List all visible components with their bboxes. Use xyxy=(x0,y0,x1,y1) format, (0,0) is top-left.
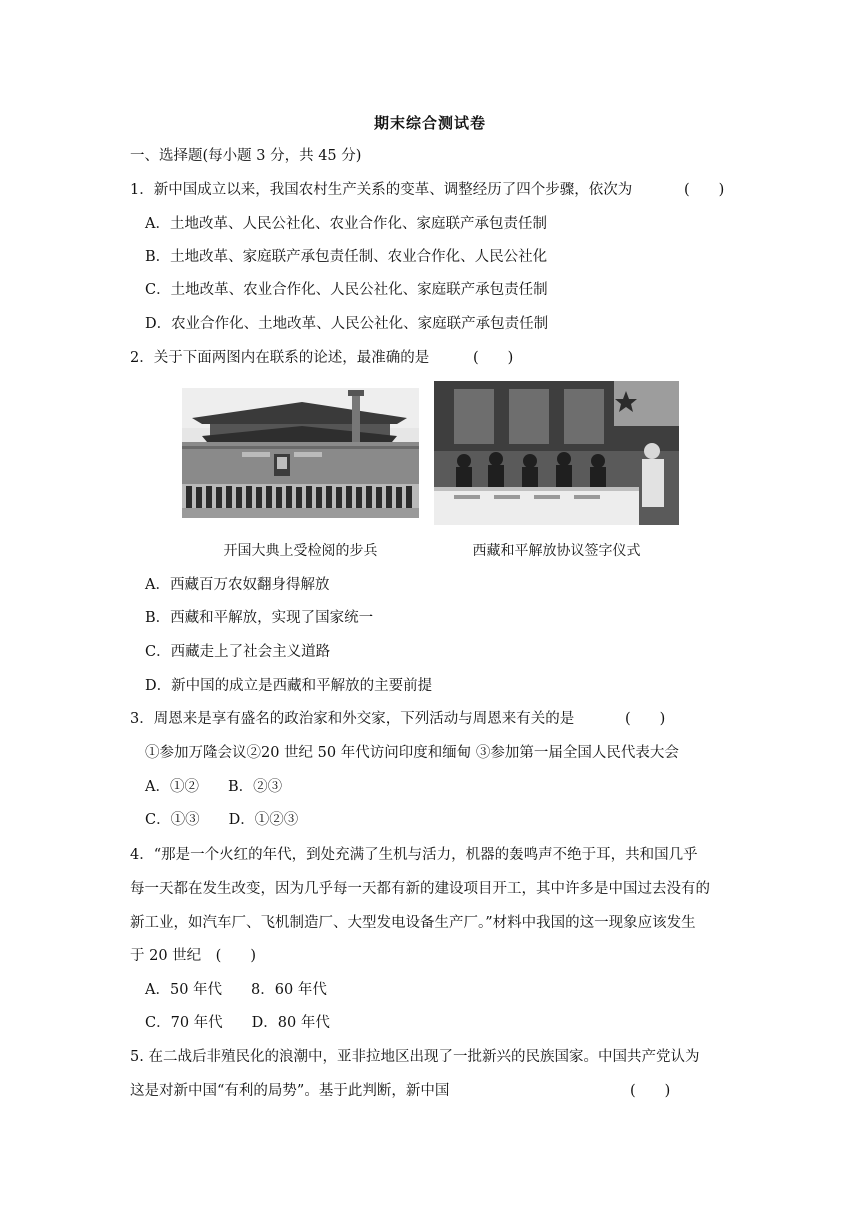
q1-option-c: C．土地改革、农业合作化、人民公社化、家庭联产承包责任制 xyxy=(145,282,548,298)
q2-option-c: C．西藏走上了社会主义道路 xyxy=(145,644,331,660)
signing-ceremony-illustration xyxy=(434,381,679,525)
section-heading: 一、选择题(每小题 3 分，共 45 分) xyxy=(130,148,362,164)
q4-options-cd: C．70 年代 D．80 年代 xyxy=(145,1015,330,1031)
q3-options-cd: C．①③ D．①②③ xyxy=(145,812,299,828)
q2-stem: 2．关于下面两图内在联系的论述，最准确的是 xyxy=(130,350,430,366)
q5-line-2: 这是对新中国“有利的局势”。基于此判断，新中国 xyxy=(130,1083,450,1099)
founding-ceremony-illustration xyxy=(182,388,419,518)
q3-options-ab: A．①② B．②③ xyxy=(145,779,283,795)
photo-founding-ceremony xyxy=(182,388,419,518)
q2-option-a: A．西藏百万农奴翻身得解放 xyxy=(145,577,330,593)
photo-caption-founding-ceremony: 开国大典上受检阅的步兵 xyxy=(223,543,378,559)
q2-answer-paren: ( ) xyxy=(473,350,514,366)
q4-options-ab: A．50 年代 8．60 年代 xyxy=(145,982,327,998)
q2-option-b: B．西藏和平解放，实现了国家统一 xyxy=(145,610,374,626)
q3-stem: 3．周恩来是享有盛名的政治家和外交家，下列活动与周恩来有关的是 xyxy=(130,711,575,727)
q2-option-d: D．新中国的成立是西藏和平解放的主要前提 xyxy=(145,678,433,694)
q3-answer-paren: ( ) xyxy=(625,711,666,727)
q5-answer-paren: ( ) xyxy=(630,1083,671,1099)
page-title: 期末综合测试卷 xyxy=(373,114,486,132)
q1-answer-paren: ( ) xyxy=(684,182,725,198)
q4-line-2: 每一天都在发生改变，因为几乎每一天都有新的建设项目开工，其中许多是中国过去没有的 xyxy=(130,881,710,897)
q4-line-1: 4．“那是一个火红的年代，到处充满了生机与活力，机器的轰鸣声不绝于耳，共和国几乎 xyxy=(130,847,698,863)
photo-caption-tibet-agreement: 西藏和平解放协议签字仪式 xyxy=(472,543,641,559)
q5-line-1: 5. 在二战后非殖民化的浪潮中，亚非拉地区出现了一批新兴的民族国家。中国共产党认为 xyxy=(130,1049,700,1065)
q1-option-b: B．土地改革、家庭联产承包责任制、农业合作化、人民公社化 xyxy=(145,249,548,265)
q1-stem: 1．新中国成立以来，我国农村生产关系的变革、调整经历了四个步骤，依次为 xyxy=(130,182,633,198)
photo-tibet-agreement-signing xyxy=(434,381,679,525)
q4-line-4: 于 20 世纪 ( ) xyxy=(130,948,256,964)
q4-line-3: 新工业，如汽车厂、飞机制造厂、大型发电设备生产厂。”材料中我国的这一现象应该发生 xyxy=(130,915,696,931)
q1-option-a: A．土地改革、人民公社化、农业合作化、家庭联产承包责任制 xyxy=(145,216,547,232)
q3-items: ①参加万隆会议②20 世纪 50 年代访问印度和缅甸 ③参加第一届全国人民代表大会 xyxy=(145,745,679,761)
q1-option-d: D．农业合作化、土地改革、人民公社化、家庭联产承包责任制 xyxy=(145,316,549,332)
